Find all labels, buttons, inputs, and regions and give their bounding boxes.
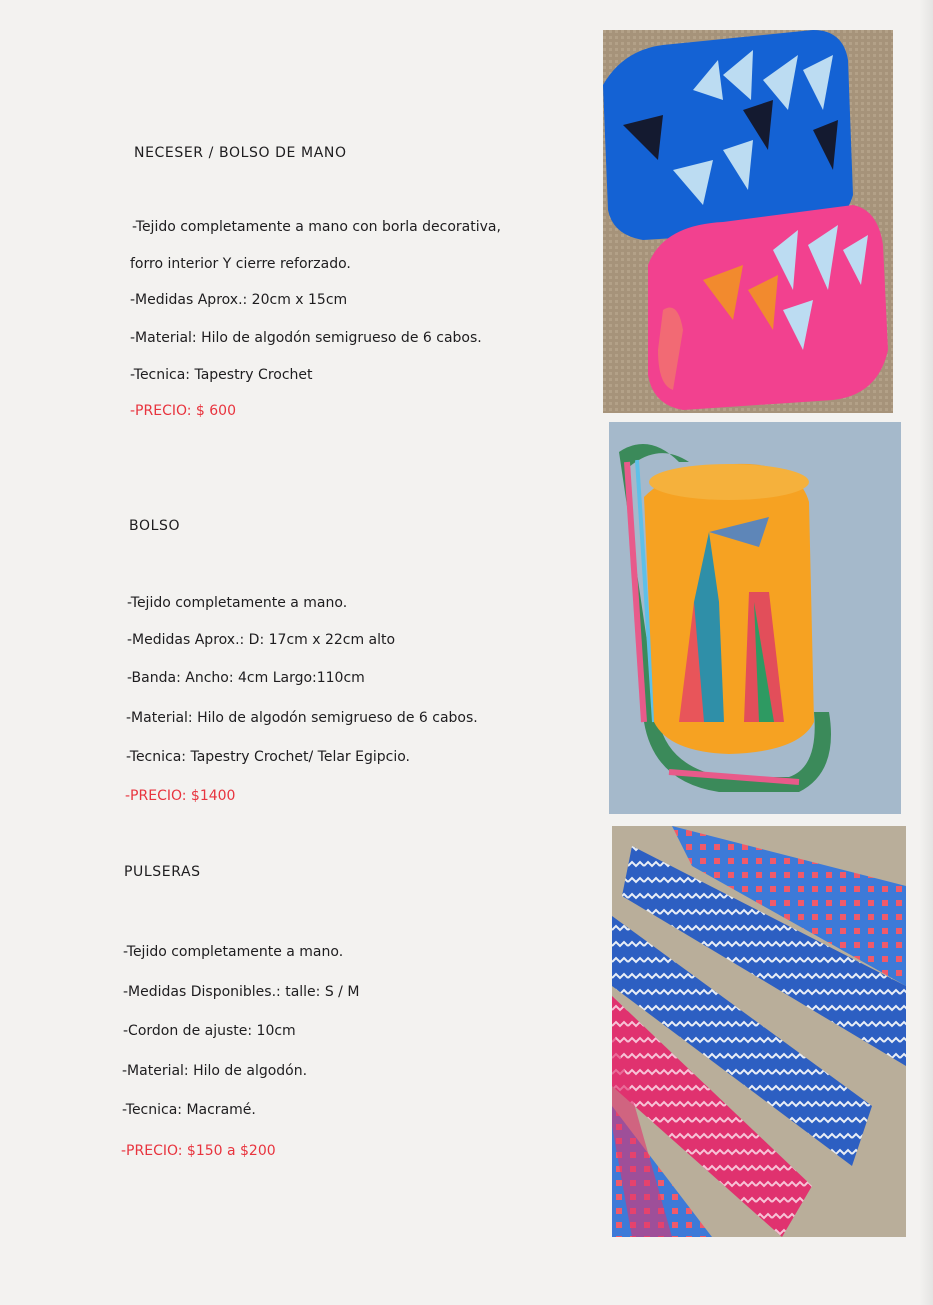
product-title: NECESER / BOLSO DE MANO [134, 145, 347, 161]
page-shadow-edge [919, 0, 933, 1305]
product-title: BOLSO [129, 518, 181, 534]
product-detail-line: -Banda: Ancho: 4cm Largo:110cm [127, 670, 365, 686]
product-detail-line: -Tejido completamente a mano. [127, 595, 348, 611]
product-detail-line: -Cordon de ajuste: 10cm [123, 1023, 296, 1039]
product-detail-line: -Medidas Aprox.: D: 17cm x 22cm alto [127, 632, 396, 648]
product-title: PULSERAS [124, 864, 201, 880]
clutch-bags-photo [603, 30, 893, 413]
product-detail-line: -Medidas Disponibles.: talle: S / M [123, 984, 360, 1000]
product-detail-line: -Tecnica: Tapestry Crochet [130, 367, 313, 383]
product-detail-line: -Tejido completamente a mano. [123, 944, 344, 960]
product-price: -PRECIO: $ 600 [130, 403, 236, 419]
product-detail-line: -Material: Hilo de algodón. [122, 1063, 308, 1079]
product-detail-line: -Material: Hilo de algodón semigrueso de 6 cabos. [130, 330, 482, 346]
product-detail-line: -Tecnica: Tapestry Crochet/ Telar Egipcio. [126, 749, 410, 765]
product-detail-line: -Tejido completamente a mano con borla decorativa, [132, 219, 501, 235]
product-detail-line: -Medidas Aprox.: 20cm x 15cm [130, 292, 348, 308]
product-detail-line: forro interior Y cierre reforzado. [130, 256, 351, 272]
product-price: -PRECIO: $150 a $200 [121, 1143, 276, 1159]
product-detail-line: -Material: Hilo de algodón semigrueso de 6 cabos. [126, 710, 478, 726]
product-price: -PRECIO: $1400 [125, 788, 236, 804]
bracelets-photo [612, 826, 906, 1237]
mochila-bag-photo [609, 422, 901, 814]
product-detail-line: -Tecnica: Macramé. [122, 1102, 256, 1118]
